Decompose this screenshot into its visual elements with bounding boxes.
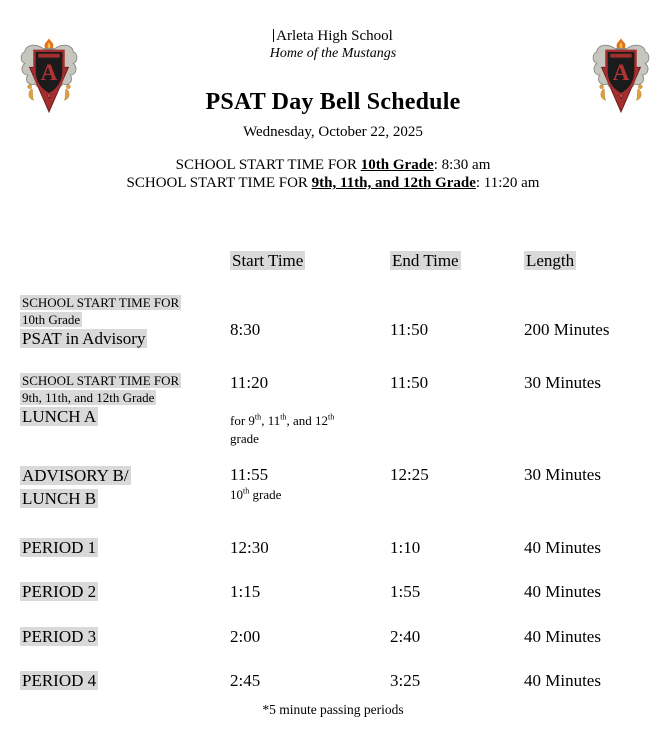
start-time-value: 2:00 xyxy=(230,627,261,646)
svg-text:A: A xyxy=(612,59,630,86)
start-time-value: 8:30 xyxy=(230,320,261,339)
table-row xyxy=(0,372,666,458)
start-time-value: 1:15 xyxy=(230,582,261,601)
length-value: 40 Minutes xyxy=(524,627,601,646)
start-time-notes xyxy=(0,156,666,192)
start-time-footnote: 10th grade xyxy=(230,486,282,502)
row-label: PERIOD 3 xyxy=(22,627,97,646)
end-time-value: 1:55 xyxy=(390,582,421,601)
end-time-value: 2:40 xyxy=(390,627,421,646)
table-row xyxy=(0,294,666,364)
grade-emphasis: 10th Grade xyxy=(360,157,434,173)
start-time-footnote: for 9th, 11th, and 12th grade xyxy=(230,412,335,446)
passing-periods-note: *5 minute passing periods xyxy=(262,702,404,717)
grade-emphasis: 9th, 11th, and 12th Grade xyxy=(311,175,476,191)
end-time-value: 3:25 xyxy=(390,671,421,690)
start-time-line-other-grades: SCHOOL START TIME FOR 9th, 11th, and 12th Grade: 11:20 am xyxy=(126,175,540,191)
length-value: 200 Minutes xyxy=(524,320,610,339)
row-label: SCHOOL START TIME FOR 10th Grade PSAT in Advisory xyxy=(22,295,180,348)
school-name xyxy=(0,28,666,45)
row-label: PERIOD 1 xyxy=(22,538,97,557)
schedule-date: Wednesday, October 22, 2025 xyxy=(243,124,423,140)
row-label: PERIOD 4 xyxy=(22,671,97,690)
end-time-value: 1:10 xyxy=(390,538,421,557)
column-header-start-time: Start Time xyxy=(232,251,304,270)
length-value: 30 Minutes xyxy=(524,465,601,484)
page-title: PSAT Day Bell Schedule xyxy=(205,89,461,115)
text-cursor-caret xyxy=(273,29,274,42)
row-label: SCHOOL START TIME FOR 9th, 11th, and 12th Grade LUNCH A xyxy=(22,373,180,426)
length-value: 40 Minutes xyxy=(524,582,601,601)
school-motto: Home of the Mustangs xyxy=(269,46,397,61)
start-time-line-10th: SCHOOL START TIME FOR 10th Grade: 8:30 am xyxy=(175,157,491,173)
row-label: PERIOD 2 xyxy=(22,582,97,601)
start-time-value: 12:30 xyxy=(230,538,269,557)
start-time-value: 11:55 xyxy=(230,465,269,484)
row-label: ADVISORY B/ LUNCH B xyxy=(22,466,129,508)
svg-text:A: A xyxy=(40,59,58,86)
table-row xyxy=(0,464,666,526)
column-header-length: Length xyxy=(526,251,575,270)
start-time-value: 2:45 xyxy=(230,671,261,690)
bell-schedule-table xyxy=(0,250,666,702)
column-header-end-time: End Time xyxy=(392,251,459,270)
end-time-value: 11:50 xyxy=(390,373,429,392)
length-value: 40 Minutes xyxy=(524,671,601,690)
end-time-value: 12:25 xyxy=(390,465,429,484)
school-name-text: Arleta High School xyxy=(276,28,393,44)
end-time-value: 11:50 xyxy=(390,320,429,339)
start-time-value: 11:20 xyxy=(230,373,269,392)
document-header xyxy=(0,28,666,192)
length-value: 30 Minutes xyxy=(524,373,601,392)
length-value: 40 Minutes xyxy=(524,538,601,557)
